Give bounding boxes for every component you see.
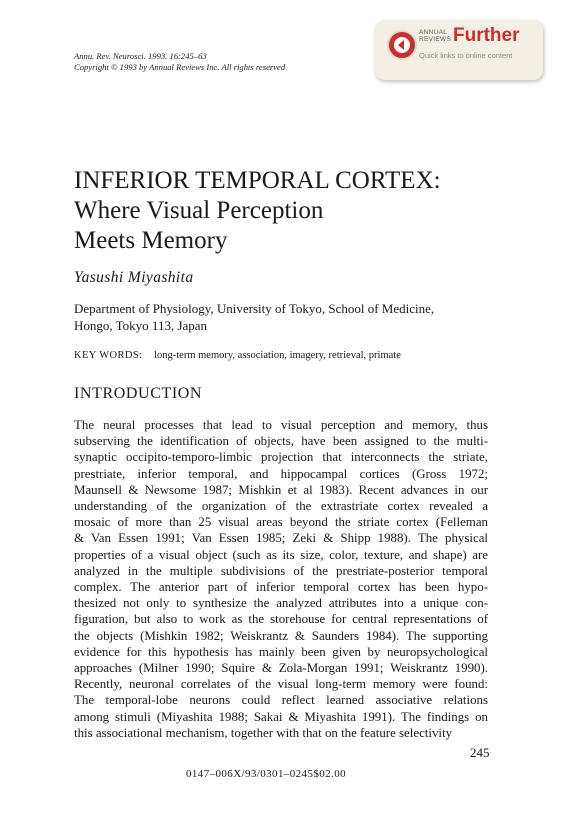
body-line: complex. The anterior part of inferior temporal cortex has been hypo- xyxy=(74,580,488,595)
citation-line-1: Annu. Rev. Neurosci. 1993. 16:245–63 xyxy=(74,51,207,61)
banner-reviews-text: REVIEWS xyxy=(419,36,452,43)
author-affiliation xyxy=(74,300,494,334)
title-line-2: Where Visual Perception xyxy=(74,197,324,224)
body-line: evidence for this hypothesis has mainly been given by neuropsychological xyxy=(74,644,488,659)
body-line: figuration, but also to work as the storehouse for central representations of xyxy=(74,612,488,627)
body-line: among stimuli (Miyashita 1988; Sakai & Miyashita 1991). The findings on xyxy=(74,709,488,724)
body-line: synaptic occipito-temporo-limbic projection that interconnects the striate, xyxy=(74,450,488,465)
body-line: prestriate, inferior temporal, and hippocampal cortices (Gross 1972; xyxy=(74,466,488,481)
body-line: mosaic of more than 25 visual areas beyond the striate cortex (Felleman xyxy=(74,515,488,530)
body-line: & Van Essen 1991; Van Essen 1985; Zeki & Shipp 1988). The physical xyxy=(74,531,488,546)
body-line: analyzed in the multiple subdivisions of the prestriate-posterior temporal xyxy=(74,563,488,578)
annual-reviews-logo-icon xyxy=(387,30,417,60)
keywords xyxy=(74,350,401,361)
page-number: 245 xyxy=(470,745,490,760)
article-title xyxy=(74,166,441,256)
banner-wordmark xyxy=(419,29,451,43)
annual-reviews-further-banner[interactable] xyxy=(375,20,543,80)
keywords-label: KEY WORDS: xyxy=(74,350,143,361)
body-line: approaches (Milner 1990; Squire & Zola-Morgan 1991; Weiskrantz 1990). xyxy=(74,661,488,676)
journal-citation xyxy=(74,51,285,73)
keywords-text: long-term memory, association, imagery, retrieval, primate xyxy=(154,350,401,361)
body-line: The temporal-lobe neurons could reflect learned associative relations xyxy=(74,693,488,708)
body-line: Recently, neuronal correlates of the visual long-term memory were found: xyxy=(74,677,488,692)
title-line-3: Meets Memory xyxy=(74,227,228,254)
body-text xyxy=(74,417,488,741)
banner-quick-links-text: Quick links to online content xyxy=(419,51,513,60)
affiliation-line-1: Department of Physiology, University of Tokyo, School of Medicine, xyxy=(74,301,435,316)
affiliation-line-2: Hongo, Tokyo 113, Japan xyxy=(74,318,208,333)
section-heading: INTRODUCTION xyxy=(74,385,203,402)
body-line: this associational mechanism, together with that on the feature selectivity xyxy=(74,725,453,740)
citation-line-2: Copyright © 1993 by Annual Reviews Inc. All rights reserved xyxy=(74,62,286,72)
body-line: understanding of the organization of the extrastriate cortex revealed a xyxy=(74,499,488,514)
copyright-code: 0147–006X/93/0301–0245$02.00 xyxy=(186,768,347,780)
body-line: Maunsell & Newsome 1987; Mishkin et al 1983). Recent advances in our xyxy=(74,482,488,497)
banner-further-text: Further xyxy=(453,25,520,46)
body-line: The neural processes that lead to visual perception and memory, thus xyxy=(74,418,488,432)
body-line: properties of a visual object (such as its size, color, texture, and shape) are xyxy=(74,547,488,562)
banner-annual-text: ANNUAL xyxy=(419,29,448,36)
title-line-1: INFERIOR TEMPORAL CORTEX: xyxy=(74,167,441,194)
author-name: Yasushi Miyashita xyxy=(74,269,194,286)
body-line: the objects (Mishkin 1982; Weiskrantz & Saunders 1984). The supporting xyxy=(74,628,488,643)
body-line: thesized not only to synthesize the analyzed attributes into a unique con- xyxy=(74,596,488,611)
body-line: subserving the identification of objects, have been assigned to the multi- xyxy=(74,434,488,449)
